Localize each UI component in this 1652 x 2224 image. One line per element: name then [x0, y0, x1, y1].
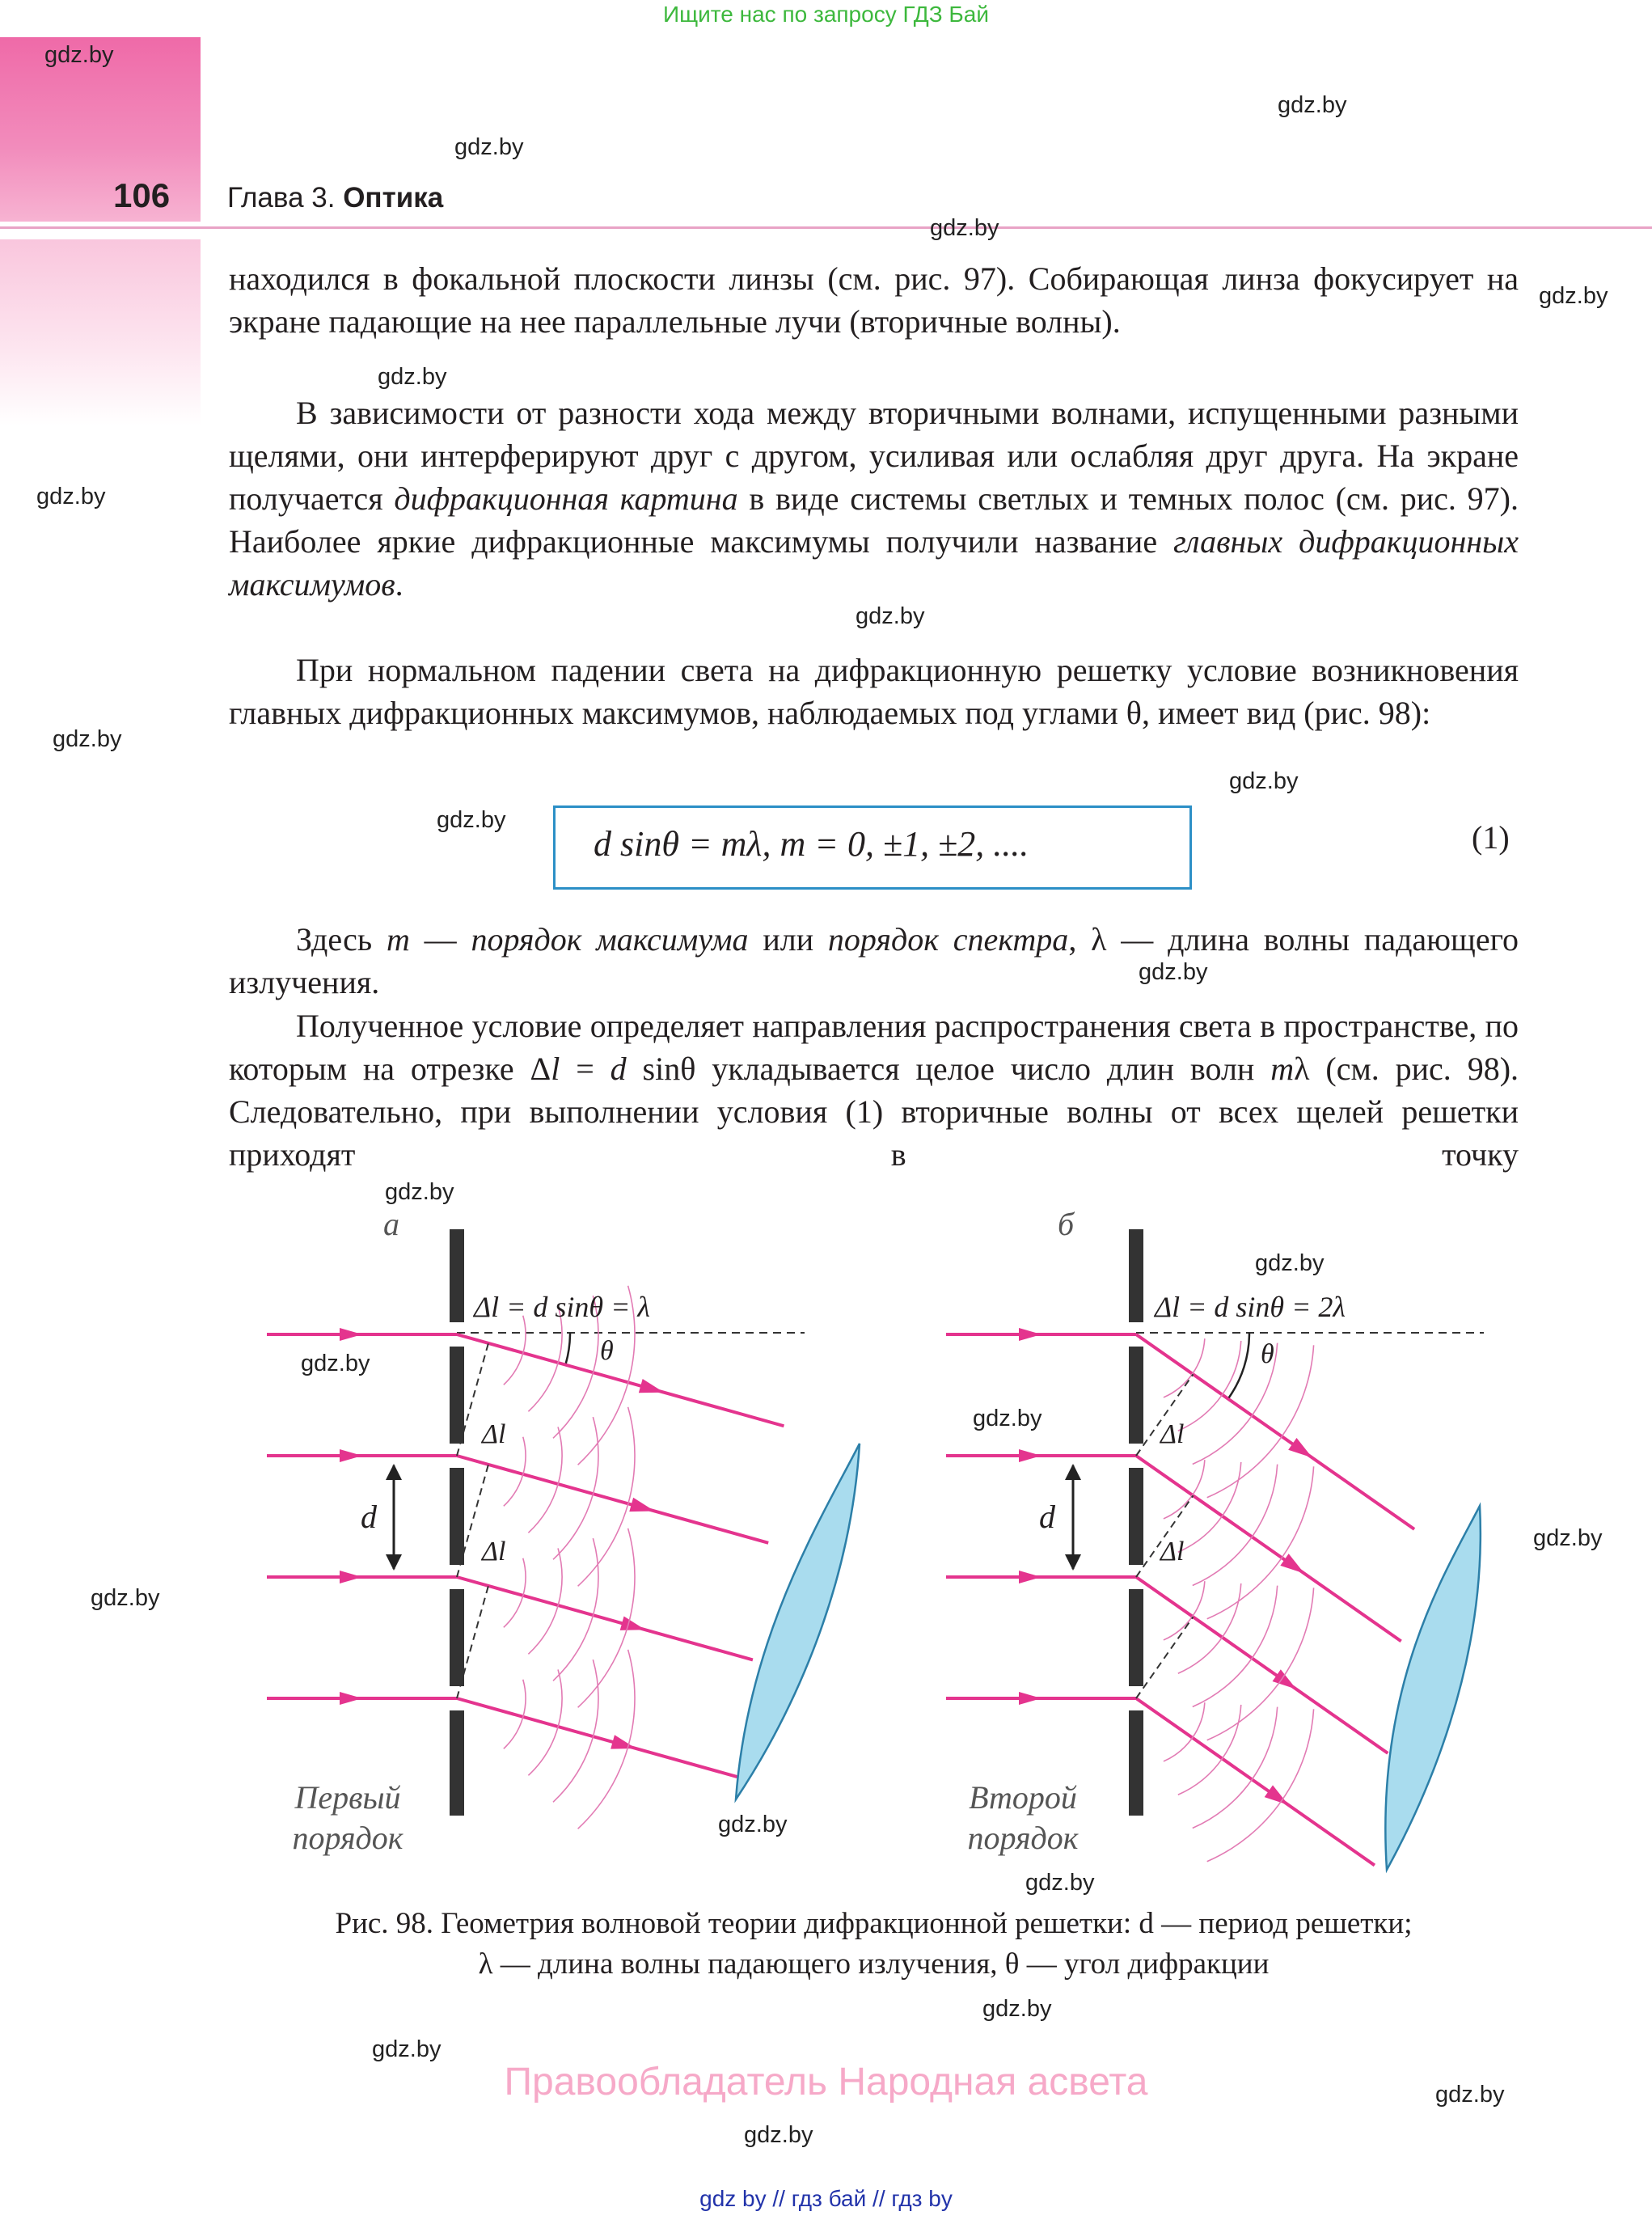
watermark: gdz.by	[982, 1996, 1052, 2022]
watermark: gdz.by	[718, 1812, 788, 1837]
grating-segment	[1129, 1229, 1143, 1322]
watermark: gdz.by	[437, 807, 506, 833]
panel-b	[946, 1229, 1484, 1870]
ray-arrow	[1019, 1328, 1041, 1341]
panel-b-period: d	[1039, 1499, 1055, 1535]
caption-line-2: λ — длина волны падающего излучения, θ — угол дифракции	[478, 1947, 1270, 1981]
panel-b-delta-1: Δl	[1160, 1419, 1185, 1449]
lens	[736, 1444, 860, 1799]
grating-segment	[450, 1229, 464, 1322]
grating-segment	[450, 1468, 464, 1565]
watermark: gdz.by	[1255, 1250, 1325, 1276]
watermark: gdz.by	[1539, 283, 1608, 309]
period-arrow-head	[1065, 1554, 1081, 1571]
watermark: gdz.by	[744, 2122, 813, 2148]
ray-arrow	[340, 1328, 362, 1341]
ray-arrow	[629, 1498, 654, 1512]
diffracted-ray	[457, 1698, 737, 1777]
diffracted-ray	[1136, 1698, 1375, 1865]
watermark: gdz.by	[301, 1351, 370, 1376]
paragraph-2-text: В зависимости от разности хода между вторичными волнами, испущенными разными щелями, они интерферируют друг с другом, усиливая или ослабляя друг друга. На экране получается дифракционная картина в виде системы светлых и темных полос (см. рис. 97). Наиболее яркие дифракционные максимумы получили название главных дифракционных максимумов.	[229, 395, 1519, 603]
grating-segment	[1129, 1589, 1143, 1686]
watermark: gdz.by	[1435, 2082, 1505, 2108]
footer-links: gdz by // гдз бай // гдз by	[699, 2186, 953, 2211]
panel-b-order-line2: порядок	[967, 1820, 1079, 1856]
watermark: gdz.by	[385, 1179, 454, 1205]
chapter-prefix: Глава 3.	[227, 182, 336, 214]
watermark: gdz.by	[53, 726, 122, 752]
panel-b-order	[962, 1778, 1084, 1858]
formula-text: d sinθ = mλ, m = 0, ±1, ±2, ....	[594, 824, 1029, 864]
grating-segment	[450, 1589, 464, 1686]
panel-a-top-label: Δl = d sinθ = λ	[474, 1291, 651, 1323]
ray-arrow	[1019, 1692, 1041, 1705]
watermark: gdz.by	[1139, 959, 1208, 985]
diffracted-ray	[457, 1456, 768, 1543]
top-note: Ищите нас по запросу ГДЗ Бай	[662, 2, 990, 27]
watermark: gdz.by	[973, 1406, 1042, 1431]
equation-number: (1)	[1472, 819, 1510, 856]
figure-caption	[229, 1904, 1519, 1985]
ray-arrow	[611, 1735, 636, 1748]
diffracted-ray	[457, 1577, 753, 1660]
panel-b-top-label: Δl = d sinθ = 2λ	[1155, 1291, 1346, 1323]
panel-b-order-line1: Второй	[969, 1779, 1077, 1816]
watermark: gdz.by	[378, 364, 447, 390]
watermark: gdz.by	[930, 215, 999, 241]
watermark: gdz.by	[1533, 1525, 1603, 1551]
panel-a-period: d	[361, 1499, 377, 1535]
ray-arrow	[340, 1449, 362, 1462]
angle-arc	[1229, 1333, 1249, 1397]
watermark: gdz.by	[1229, 768, 1299, 794]
panel-a-delta-1: Δl	[482, 1419, 506, 1449]
angle-arc	[566, 1333, 570, 1364]
panel-a-order-line1: Первый	[294, 1779, 401, 1816]
ray-arrow	[340, 1692, 362, 1705]
chapter-title: Оптика	[343, 182, 444, 214]
period-arrow-head	[386, 1554, 402, 1571]
watermark: gdz.by	[1025, 1870, 1095, 1896]
watermark: gdz.by	[856, 603, 925, 629]
watermark: gdz.by	[454, 134, 524, 160]
grating-segment	[1129, 1710, 1143, 1816]
ray-arrow	[1280, 1554, 1304, 1574]
panel-a-order	[287, 1778, 408, 1858]
watermark: gdz.by	[36, 484, 106, 509]
ray-arrow	[1019, 1449, 1041, 1462]
grating-segment	[450, 1710, 464, 1816]
panel-a-delta-2: Δl	[482, 1537, 506, 1567]
grating-segment	[1129, 1468, 1143, 1565]
watermark: gdz.by	[372, 2036, 442, 2062]
watermark: gdz.by	[91, 1585, 160, 1611]
watermark: gdz.by	[44, 42, 114, 68]
page-number: 106	[113, 176, 171, 214]
paragraph-1: находился в фокальной плоскости линзы (см. рис. 97). Собирающая линза фокусирует на экране падающие на нее параллельные лучи (вторичные волны).	[229, 260, 1519, 340]
watermark: gdz.by	[1278, 92, 1347, 118]
period-arrow-head	[1065, 1464, 1081, 1480]
ray-arrow	[639, 1379, 664, 1393]
panel-a-order-line2: порядок	[292, 1820, 403, 1856]
diffracted-ray	[457, 1334, 784, 1426]
ray-arrow	[620, 1616, 645, 1630]
lens	[1385, 1506, 1481, 1870]
caption-line-1: Рис. 98. Геометрия волновой теории дифракционной решетки: d — период решетки;	[335, 1907, 1413, 1940]
construction-line	[1136, 1617, 1193, 1698]
grating-segment	[1129, 1347, 1143, 1444]
diffracted-ray	[1136, 1577, 1388, 1753]
grating-segment	[450, 1347, 464, 1444]
panel-b-delta-2: Δl	[1160, 1537, 1185, 1567]
copyright-note: Правообладатель Народная асвета	[504, 2061, 1148, 2103]
ray-arrow	[1019, 1571, 1041, 1583]
paragraph-5-text: Полученное условие определяет направления распространения света в пространстве, по которым на отрезке Δl = d sinθ укладывается целое число длин волн mλ (см. рис. 98). Следовательно, при выполнении условия (1) вторичные волны от всех щелей решетки приходят в точку	[229, 1008, 1519, 1173]
period-arrow-head	[386, 1464, 402, 1480]
ray-arrow	[1288, 1438, 1312, 1458]
paragraph-3: При нормальном падении света на дифракционную решетку условие возникновения главных дифракционных максимумов, наблюдаемых под углами θ, имеет вид (рис. 98):	[229, 652, 1519, 731]
panel-b-letter: б	[1058, 1206, 1075, 1242]
panel-a-letter: а	[383, 1206, 399, 1242]
panel-a-angle: θ	[600, 1336, 614, 1366]
ray-arrow	[340, 1571, 362, 1583]
paragraph-4-text: Здесь m — порядок максимума или порядок спектра, λ — длина волны падающего излучения.	[229, 921, 1519, 1000]
panel-b-angle: θ	[1261, 1339, 1274, 1369]
